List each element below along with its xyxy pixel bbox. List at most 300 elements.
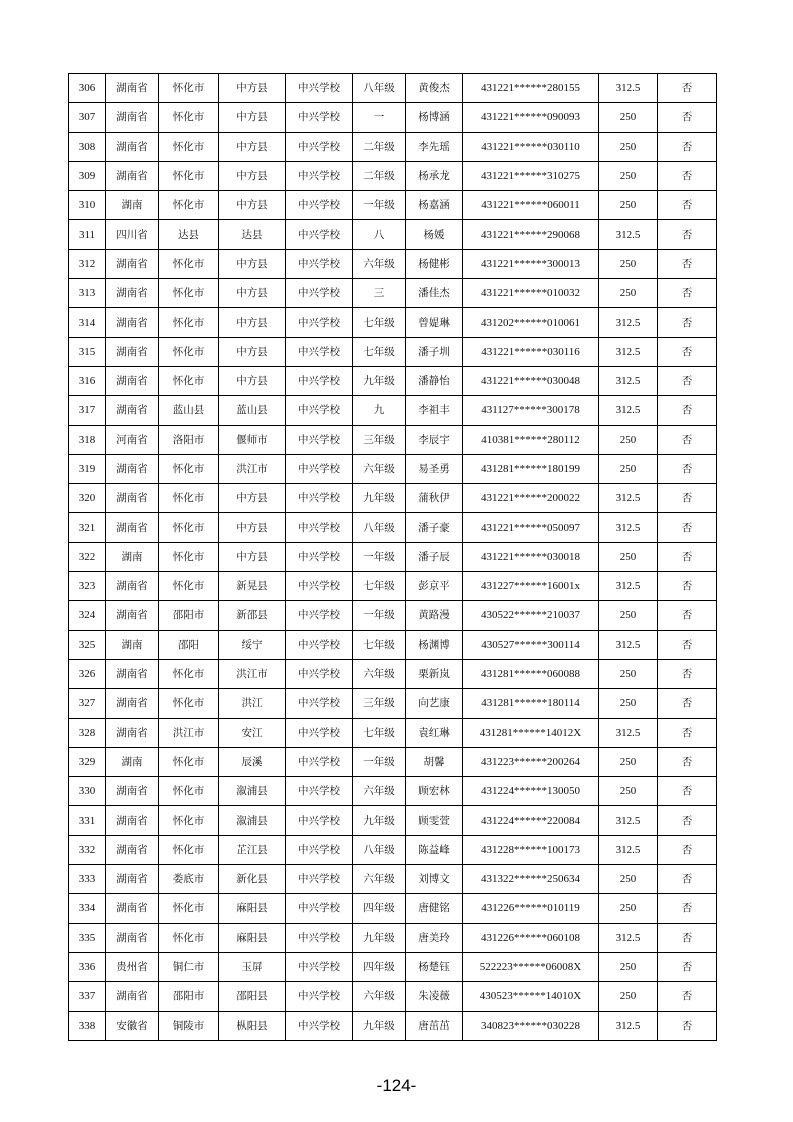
city-cell: 邵阳市 <box>159 601 219 630</box>
county-cell: 枞阳县 <box>219 1011 286 1040</box>
city-cell: 邵阳市 <box>159 982 219 1011</box>
flag-cell: 否 <box>658 220 717 249</box>
county-cell: 玉屏 <box>219 952 286 981</box>
flag-cell: 否 <box>658 308 717 337</box>
county-cell: 麻阳县 <box>219 923 286 952</box>
flag-cell: 否 <box>658 191 717 220</box>
county-cell: 中方县 <box>219 74 286 103</box>
county-cell: 中方县 <box>219 249 286 278</box>
province-cell: 四川省 <box>106 220 159 249</box>
id-number-cell: 431281******180114 <box>463 689 599 718</box>
city-cell: 怀化市 <box>159 191 219 220</box>
amount-cell: 250 <box>599 454 658 483</box>
row-number: 311 <box>69 220 106 249</box>
school-cell: 中兴学校 <box>286 103 353 132</box>
amount-cell: 250 <box>599 777 658 806</box>
id-number-cell: 431221******010032 <box>463 279 599 308</box>
county-cell: 中方县 <box>219 103 286 132</box>
flag-cell: 否 <box>658 747 717 776</box>
flag-cell: 否 <box>658 337 717 366</box>
province-cell: 湖南 <box>106 747 159 776</box>
table-row <box>69 337 717 366</box>
county-cell: 中方县 <box>219 542 286 571</box>
name-cell: 杨楚钰 <box>406 952 463 981</box>
row-number: 312 <box>69 249 106 278</box>
id-number-cell: 431221******030116 <box>463 337 599 366</box>
amount-cell: 250 <box>599 952 658 981</box>
row-number: 310 <box>69 191 106 220</box>
flag-cell: 否 <box>658 396 717 425</box>
id-number-cell: 522223******06008X <box>463 952 599 981</box>
name-cell: 杨媛 <box>406 220 463 249</box>
province-cell: 湖南省 <box>106 308 159 337</box>
grade-cell: 六年级 <box>353 865 406 894</box>
city-cell: 铜仁市 <box>159 952 219 981</box>
school-cell: 中兴学校 <box>286 513 353 542</box>
school-cell: 中兴学校 <box>286 923 353 952</box>
name-cell: 杨承龙 <box>406 161 463 190</box>
amount-cell: 250 <box>599 747 658 776</box>
county-cell: 达县 <box>219 220 286 249</box>
row-number: 317 <box>69 396 106 425</box>
flag-cell: 否 <box>658 103 717 132</box>
school-cell: 中兴学校 <box>286 454 353 483</box>
province-cell: 湖南省 <box>106 132 159 161</box>
school-cell: 中兴学校 <box>286 366 353 395</box>
row-number: 335 <box>69 923 106 952</box>
school-cell: 中兴学校 <box>286 747 353 776</box>
id-number-cell: 431221******030018 <box>463 542 599 571</box>
city-cell: 怀化市 <box>159 923 219 952</box>
table-row <box>69 865 717 894</box>
amount-cell: 250 <box>599 865 658 894</box>
id-number-cell: 431228******100173 <box>463 835 599 864</box>
name-cell: 李先瑶 <box>406 132 463 161</box>
flag-cell: 否 <box>658 74 717 103</box>
county-cell: 中方县 <box>219 279 286 308</box>
flag-cell: 否 <box>658 366 717 395</box>
table-row <box>69 982 717 1011</box>
row-number: 337 <box>69 982 106 1011</box>
flag-cell: 否 <box>658 572 717 601</box>
row-number: 323 <box>69 572 106 601</box>
city-cell: 洛阳市 <box>159 425 219 454</box>
row-number: 321 <box>69 513 106 542</box>
table-row <box>69 396 717 425</box>
amount-cell: 312.5 <box>599 572 658 601</box>
table-row <box>69 718 717 747</box>
school-cell: 中兴学校 <box>286 835 353 864</box>
city-cell: 怀化市 <box>159 132 219 161</box>
flag-cell: 否 <box>658 484 717 513</box>
table-row <box>69 366 717 395</box>
id-number-cell: 431221******300013 <box>463 249 599 278</box>
name-cell: 顾宏林 <box>406 777 463 806</box>
grade-cell: 三年级 <box>353 425 406 454</box>
grade-cell: 六年级 <box>353 659 406 688</box>
table-row <box>69 542 717 571</box>
row-number: 331 <box>69 806 106 835</box>
county-cell: 中方县 <box>219 366 286 395</box>
amount-cell: 312.5 <box>599 806 658 835</box>
city-cell: 怀化市 <box>159 161 219 190</box>
county-cell: 绥宁 <box>219 630 286 659</box>
grade-cell: 八 <box>353 220 406 249</box>
name-cell: 黄路漫 <box>406 601 463 630</box>
city-cell: 怀化市 <box>159 806 219 835</box>
school-cell: 中兴学校 <box>286 572 353 601</box>
amount-cell: 312.5 <box>599 366 658 395</box>
province-cell: 湖南省 <box>106 835 159 864</box>
grade-cell: 八年级 <box>353 74 406 103</box>
table-row <box>69 894 717 923</box>
name-cell: 李辰宇 <box>406 425 463 454</box>
flag-cell: 否 <box>658 132 717 161</box>
table-row <box>69 132 717 161</box>
id-number-cell: 431202******010061 <box>463 308 599 337</box>
county-cell: 洪江 <box>219 689 286 718</box>
province-cell: 湖南省 <box>106 279 159 308</box>
school-cell: 中兴学校 <box>286 132 353 161</box>
name-cell: 黄俊杰 <box>406 74 463 103</box>
county-cell: 中方县 <box>219 161 286 190</box>
school-cell: 中兴学校 <box>286 659 353 688</box>
province-cell: 湖南省 <box>106 74 159 103</box>
flag-cell: 否 <box>658 865 717 894</box>
id-number-cell: 431322******250634 <box>463 865 599 894</box>
amount-cell: 312.5 <box>599 308 658 337</box>
grade-cell: 二年级 <box>353 132 406 161</box>
name-cell: 易圣勇 <box>406 454 463 483</box>
province-cell: 湖南省 <box>106 982 159 1011</box>
amount-cell: 250 <box>599 425 658 454</box>
name-cell: 彭京平 <box>406 572 463 601</box>
city-cell: 怀化市 <box>159 454 219 483</box>
flag-cell: 否 <box>658 952 717 981</box>
grade-cell: 二年级 <box>353 161 406 190</box>
school-cell: 中兴学校 <box>286 161 353 190</box>
city-cell: 铜陵市 <box>159 1011 219 1040</box>
row-number: 334 <box>69 894 106 923</box>
province-cell: 湖南省 <box>106 454 159 483</box>
amount-cell: 312.5 <box>599 74 658 103</box>
name-cell: 栗新岚 <box>406 659 463 688</box>
school-cell: 中兴学校 <box>286 689 353 718</box>
grade-cell: 九年级 <box>353 923 406 952</box>
grade-cell: 九年级 <box>353 806 406 835</box>
flag-cell: 否 <box>658 806 717 835</box>
county-cell: 溆浦县 <box>219 777 286 806</box>
amount-cell: 250 <box>599 894 658 923</box>
table-row <box>69 952 717 981</box>
id-number-cell: 431127******300178 <box>463 396 599 425</box>
id-number-cell: 431224******130050 <box>463 777 599 806</box>
amount-cell: 312.5 <box>599 923 658 952</box>
city-cell: 怀化市 <box>159 835 219 864</box>
id-number-cell: 431224******220084 <box>463 806 599 835</box>
city-cell: 达县 <box>159 220 219 249</box>
flag-cell: 否 <box>658 630 717 659</box>
row-number: 325 <box>69 630 106 659</box>
row-number: 318 <box>69 425 106 454</box>
province-cell: 湖南省 <box>106 161 159 190</box>
county-cell: 中方县 <box>219 308 286 337</box>
county-cell: 中方县 <box>219 191 286 220</box>
county-cell: 中方县 <box>219 132 286 161</box>
name-cell: 杨渊博 <box>406 630 463 659</box>
province-cell: 贵州省 <box>106 952 159 981</box>
name-cell: 蒲秋伊 <box>406 484 463 513</box>
row-number: 314 <box>69 308 106 337</box>
name-cell: 向艺康 <box>406 689 463 718</box>
name-cell: 胡馨 <box>406 747 463 776</box>
name-cell: 潘子辰 <box>406 542 463 571</box>
table-row <box>69 806 717 835</box>
name-cell: 杨博涵 <box>406 103 463 132</box>
id-number-cell: 431281******180199 <box>463 454 599 483</box>
row-number: 332 <box>69 835 106 864</box>
province-cell: 湖南省 <box>106 806 159 835</box>
id-number-cell: 431221******200022 <box>463 484 599 513</box>
flag-cell: 否 <box>658 777 717 806</box>
province-cell: 湖南 <box>106 542 159 571</box>
amount-cell: 250 <box>599 191 658 220</box>
grade-cell: 九年级 <box>353 484 406 513</box>
table-row <box>69 161 717 190</box>
id-number-cell: 431221******310275 <box>463 161 599 190</box>
province-cell: 湖南省 <box>106 103 159 132</box>
amount-cell: 250 <box>599 542 658 571</box>
province-cell: 湖南省 <box>106 484 159 513</box>
id-number-cell: 431227******16001x <box>463 572 599 601</box>
table-row <box>69 103 717 132</box>
grade-cell: 六年级 <box>353 777 406 806</box>
flag-cell: 否 <box>658 601 717 630</box>
province-cell: 湖南 <box>106 630 159 659</box>
name-cell: 唐美玲 <box>406 923 463 952</box>
county-cell: 偃师市 <box>219 425 286 454</box>
flag-cell: 否 <box>658 513 717 542</box>
id-number-cell: 431221******050097 <box>463 513 599 542</box>
grade-cell: 六年级 <box>353 249 406 278</box>
city-cell: 娄底市 <box>159 865 219 894</box>
province-cell: 湖南 <box>106 191 159 220</box>
flag-cell: 否 <box>658 249 717 278</box>
province-cell: 湖南省 <box>106 601 159 630</box>
id-number-cell: 431221******030110 <box>463 132 599 161</box>
school-cell: 中兴学校 <box>286 718 353 747</box>
school-cell: 中兴学校 <box>286 806 353 835</box>
school-cell: 中兴学校 <box>286 396 353 425</box>
row-number: 326 <box>69 659 106 688</box>
province-cell: 湖南省 <box>106 337 159 366</box>
row-number: 308 <box>69 132 106 161</box>
name-cell: 朱凌薇 <box>406 982 463 1011</box>
name-cell: 潘佳杰 <box>406 279 463 308</box>
province-cell: 湖南省 <box>106 689 159 718</box>
county-cell: 辰溪 <box>219 747 286 776</box>
id-number-cell: 431281******060088 <box>463 659 599 688</box>
table-row <box>69 484 717 513</box>
table-row <box>69 601 717 630</box>
row-number: 327 <box>69 689 106 718</box>
table-row <box>69 630 717 659</box>
grade-cell: 九年级 <box>353 1011 406 1040</box>
row-number: 329 <box>69 747 106 776</box>
city-cell: 邵阳 <box>159 630 219 659</box>
row-number: 338 <box>69 1011 106 1040</box>
flag-cell: 否 <box>658 689 717 718</box>
row-number: 316 <box>69 366 106 395</box>
province-cell: 湖南省 <box>106 659 159 688</box>
id-number-cell: 430527******300114 <box>463 630 599 659</box>
grade-cell: 七年级 <box>353 572 406 601</box>
grade-cell: 一年级 <box>353 191 406 220</box>
name-cell: 陈益峰 <box>406 835 463 864</box>
province-cell: 河南省 <box>106 425 159 454</box>
name-cell: 袁红琳 <box>406 718 463 747</box>
table-row <box>69 1011 717 1040</box>
school-cell: 中兴学校 <box>286 308 353 337</box>
id-number-cell: 431221******060011 <box>463 191 599 220</box>
grade-cell: 七年级 <box>353 308 406 337</box>
flag-cell: 否 <box>658 835 717 864</box>
grade-cell: 九 <box>353 396 406 425</box>
school-cell: 中兴学校 <box>286 220 353 249</box>
county-cell: 新晃县 <box>219 572 286 601</box>
row-number: 330 <box>69 777 106 806</box>
school-cell: 中兴学校 <box>286 1011 353 1040</box>
amount-cell: 312.5 <box>599 718 658 747</box>
table-row <box>69 74 717 103</box>
city-cell: 怀化市 <box>159 249 219 278</box>
table-body <box>69 74 717 1041</box>
grade-cell: 九年级 <box>353 366 406 395</box>
table-row <box>69 191 717 220</box>
flag-cell: 否 <box>658 659 717 688</box>
school-cell: 中兴学校 <box>286 630 353 659</box>
name-cell: 杨嘉涵 <box>406 191 463 220</box>
row-number: 324 <box>69 601 106 630</box>
table-row <box>69 659 717 688</box>
amount-cell: 250 <box>599 161 658 190</box>
county-cell: 溆浦县 <box>219 806 286 835</box>
name-cell: 顾雯萱 <box>406 806 463 835</box>
row-number: 336 <box>69 952 106 981</box>
name-cell: 潘子豪 <box>406 513 463 542</box>
id-number-cell: 340823******030228 <box>463 1011 599 1040</box>
id-number-cell: 431221******280155 <box>463 74 599 103</box>
province-cell: 湖南省 <box>106 572 159 601</box>
grade-cell: 八年级 <box>353 835 406 864</box>
name-cell: 唐健铭 <box>406 894 463 923</box>
flag-cell: 否 <box>658 982 717 1011</box>
name-cell: 潘子圳 <box>406 337 463 366</box>
school-cell: 中兴学校 <box>286 425 353 454</box>
county-cell: 蓝山县 <box>219 396 286 425</box>
amount-cell: 312.5 <box>599 396 658 425</box>
amount-cell: 250 <box>599 689 658 718</box>
province-cell: 湖南省 <box>106 923 159 952</box>
province-cell: 安徽省 <box>106 1011 159 1040</box>
table-row <box>69 454 717 483</box>
flag-cell: 否 <box>658 923 717 952</box>
table-row <box>69 220 717 249</box>
name-cell: 曾媞琳 <box>406 308 463 337</box>
flag-cell: 否 <box>658 1011 717 1040</box>
county-cell: 新化县 <box>219 865 286 894</box>
province-cell: 湖南省 <box>106 777 159 806</box>
city-cell: 洪江市 <box>159 718 219 747</box>
amount-cell: 312.5 <box>599 513 658 542</box>
name-cell: 唐茁茁 <box>406 1011 463 1040</box>
grade-cell: 一年级 <box>353 601 406 630</box>
county-cell: 芷江县 <box>219 835 286 864</box>
grade-cell: 一年级 <box>353 747 406 776</box>
province-cell: 湖南省 <box>106 249 159 278</box>
name-cell: 刘博文 <box>406 865 463 894</box>
table-row <box>69 572 717 601</box>
table-row <box>69 923 717 952</box>
school-cell: 中兴学校 <box>286 249 353 278</box>
grade-cell: 三 <box>353 279 406 308</box>
school-cell: 中兴学校 <box>286 601 353 630</box>
province-cell: 湖南省 <box>106 865 159 894</box>
city-cell: 怀化市 <box>159 366 219 395</box>
id-number-cell: 431281******14012X <box>463 718 599 747</box>
amount-cell: 312.5 <box>599 484 658 513</box>
amount-cell: 312.5 <box>599 220 658 249</box>
school-cell: 中兴学校 <box>286 279 353 308</box>
table-row <box>69 747 717 776</box>
province-cell: 湖南省 <box>106 718 159 747</box>
flag-cell: 否 <box>658 279 717 308</box>
amount-cell: 250 <box>599 103 658 132</box>
city-cell: 怀化市 <box>159 659 219 688</box>
table-row <box>69 279 717 308</box>
school-cell: 中兴学校 <box>286 952 353 981</box>
student-table <box>68 73 717 1041</box>
amount-cell: 312.5 <box>599 1011 658 1040</box>
id-number-cell: 431221******090093 <box>463 103 599 132</box>
city-cell: 怀化市 <box>159 894 219 923</box>
id-number-cell: 431221******290068 <box>463 220 599 249</box>
city-cell: 怀化市 <box>159 103 219 132</box>
amount-cell: 250 <box>599 249 658 278</box>
county-cell: 洪江市 <box>219 659 286 688</box>
city-cell: 怀化市 <box>159 484 219 513</box>
table-row <box>69 689 717 718</box>
city-cell: 怀化市 <box>159 74 219 103</box>
amount-cell: 312.5 <box>599 337 658 366</box>
county-cell: 中方县 <box>219 513 286 542</box>
city-cell: 怀化市 <box>159 572 219 601</box>
city-cell: 怀化市 <box>159 747 219 776</box>
grade-cell: 三年级 <box>353 689 406 718</box>
page-number: -124- <box>376 1076 417 1095</box>
amount-cell: 250 <box>599 279 658 308</box>
city-cell: 怀化市 <box>159 337 219 366</box>
id-number-cell: 431226******010119 <box>463 894 599 923</box>
amount-cell: 250 <box>599 601 658 630</box>
province-cell: 湖南省 <box>106 513 159 542</box>
city-cell: 怀化市 <box>159 513 219 542</box>
amount-cell: 250 <box>599 132 658 161</box>
row-number: 320 <box>69 484 106 513</box>
city-cell: 怀化市 <box>159 279 219 308</box>
county-cell: 洪江市 <box>219 454 286 483</box>
amount-cell: 250 <box>599 659 658 688</box>
